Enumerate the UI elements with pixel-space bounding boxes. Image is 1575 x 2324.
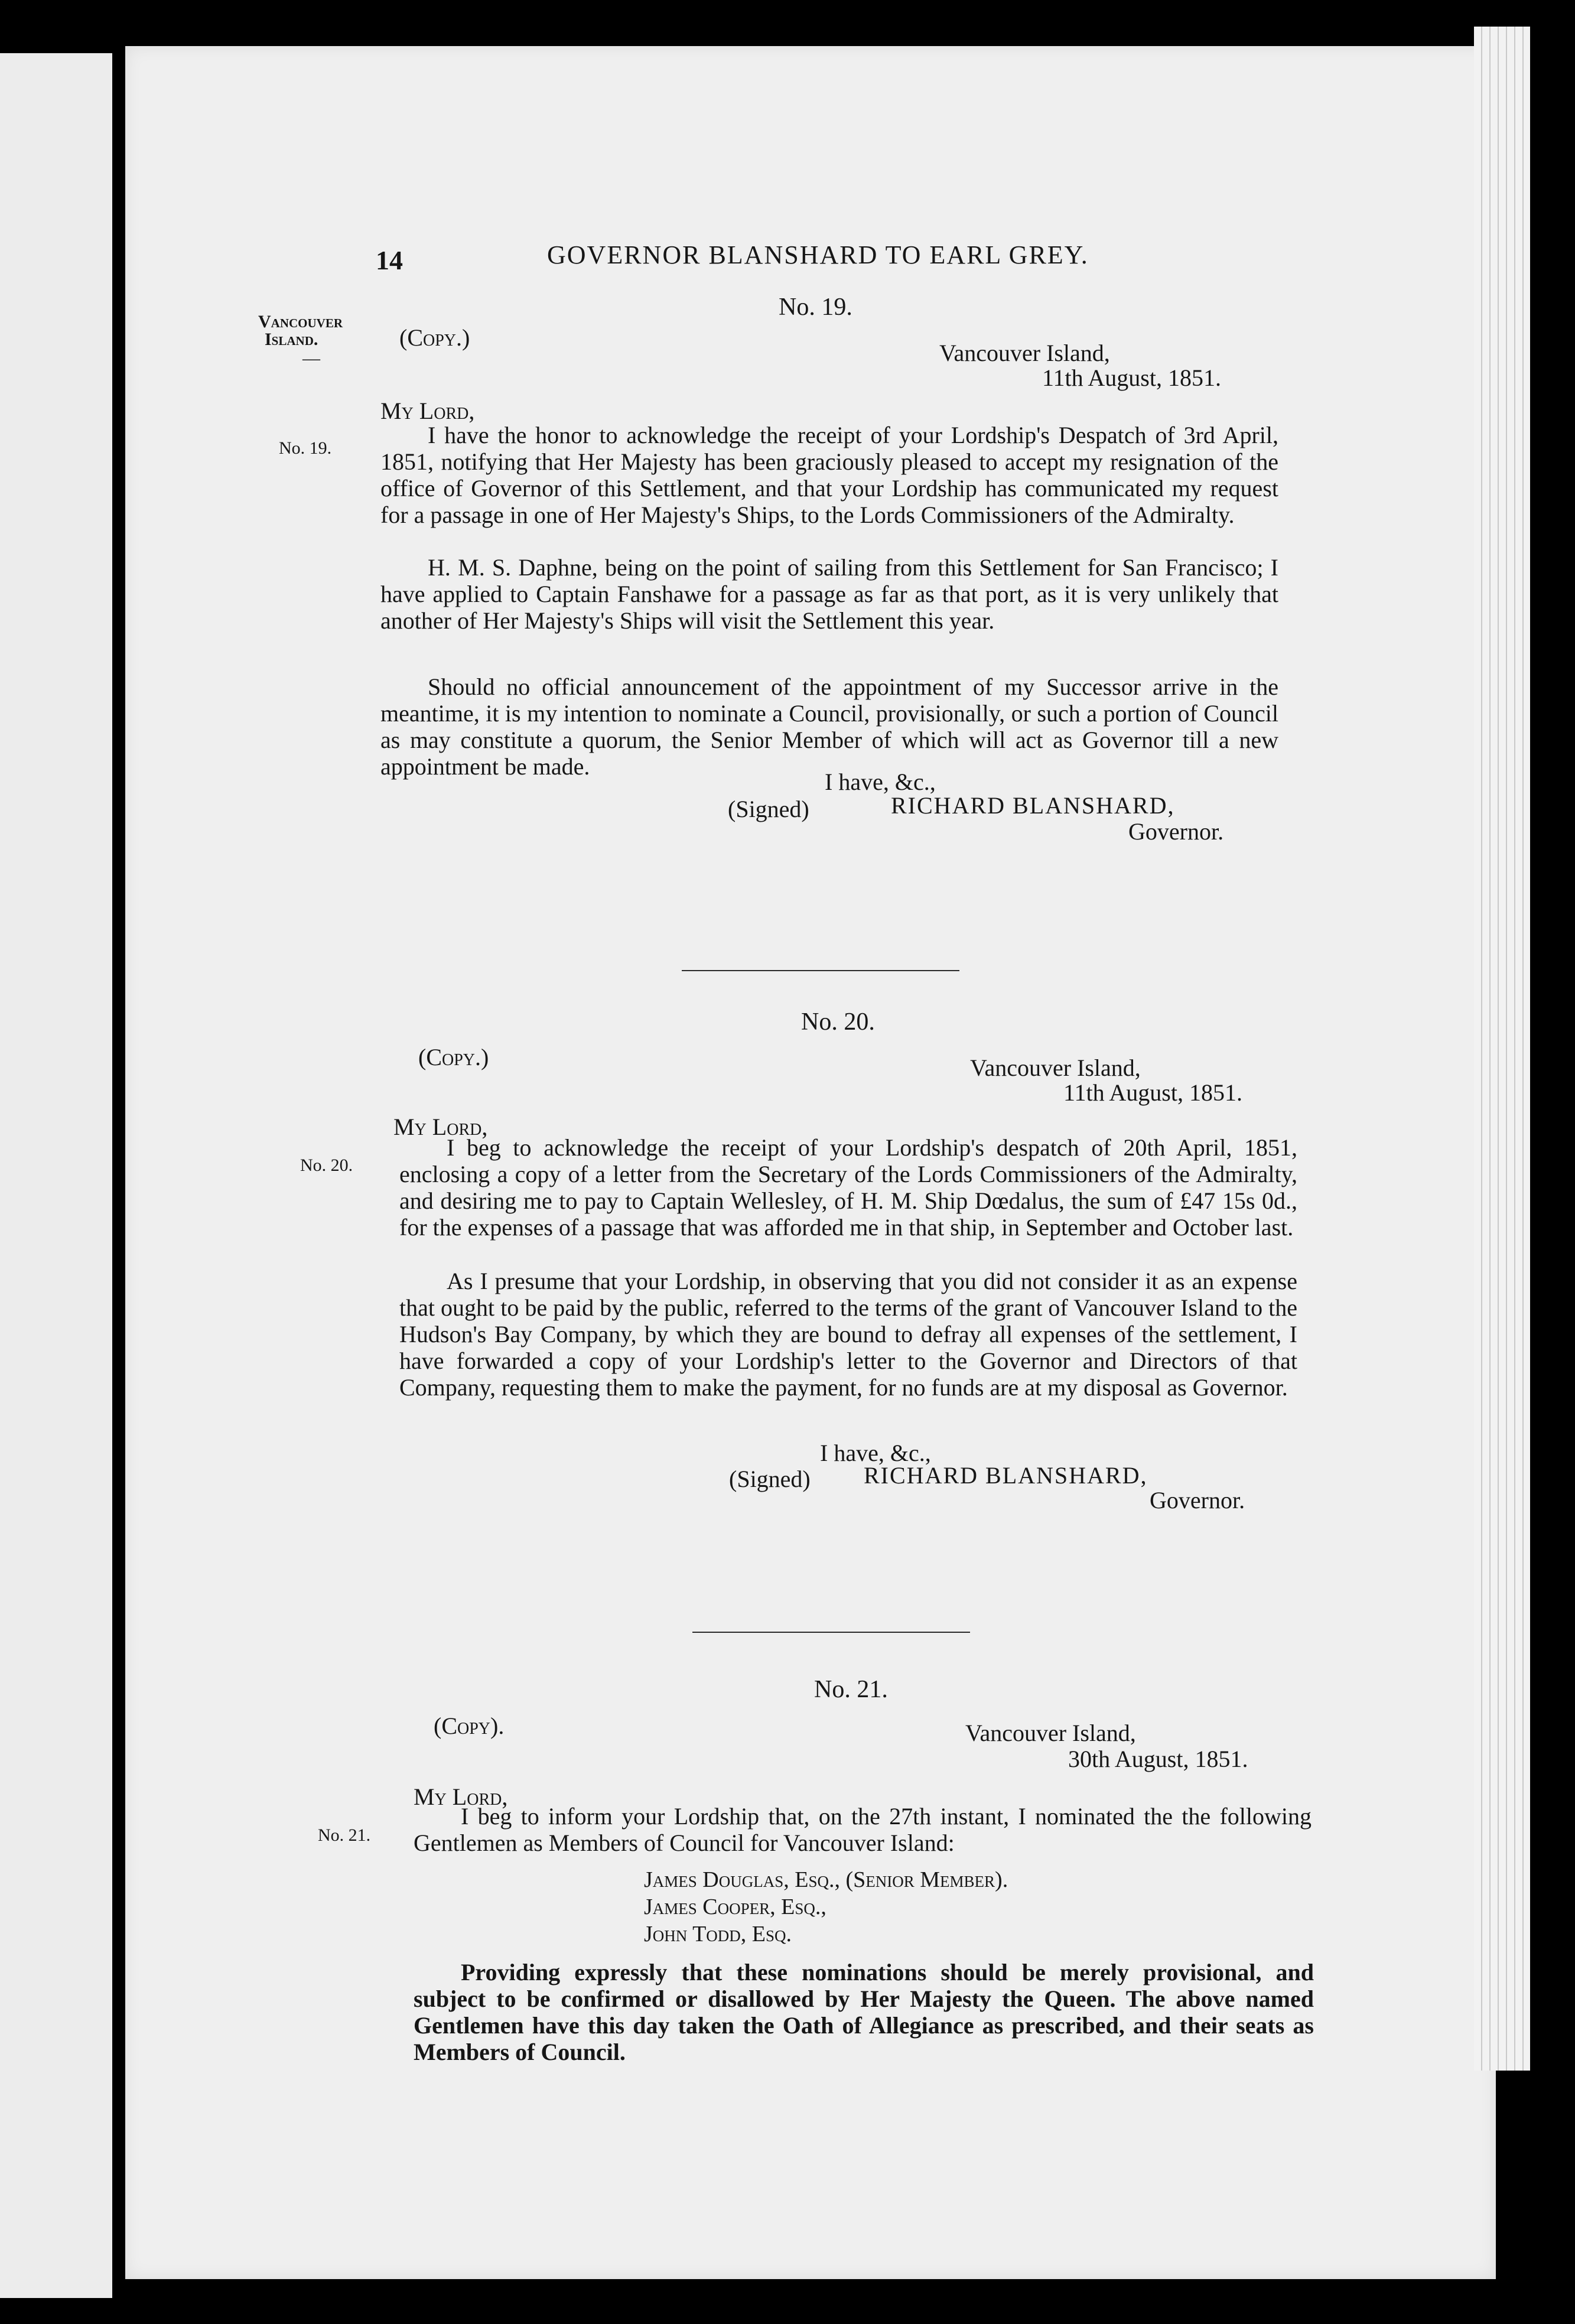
letter-20-date: 11th August, 1851. bbox=[1063, 1079, 1242, 1106]
running-head-title: GOVERNOR BLANSHARD TO EARL GREY. bbox=[547, 240, 1089, 269]
letter-20-closing: I have, &c., bbox=[820, 1440, 931, 1466]
letter-19-signatory: RICHARD BLANSHARD, bbox=[891, 792, 1175, 819]
letter-19-paragraph-3: Should no official announcement of the appointment of my Successor arrive in the meantime, it is my intention to nominate a Council, provisionally, or such a portion of Council as may constitute a quorum, the Senior Member of which will act as Governor till a new appointment be made. bbox=[380, 673, 1278, 780]
letter-19-place: Vancouver Island, bbox=[939, 340, 1110, 366]
page-stack-edges bbox=[1474, 27, 1530, 2071]
letter-21-salutation: My Lord, bbox=[414, 1783, 508, 1810]
council-member-2: James Cooper, Esq., bbox=[644, 1895, 826, 1919]
letter-20-office: Governor. bbox=[1150, 1487, 1245, 1513]
letter-20-copy-label: (Copy.) bbox=[418, 1044, 489, 1070]
letter-19-office: Governor. bbox=[1128, 818, 1224, 845]
letter-19-paragraph-1: I have the honor to acknowledge the receipt of your Lordship's Despatch of 3rd April, 1851, notifying that Her Majesty has been graciously pleased to accept my resignation of the office of Governor of this Settlement, and that your Lordship has communicated my request for a passage in one of Her Majesty's Ships, to the Lords Commissioners of the Admiralty. bbox=[380, 422, 1278, 528]
letter-21-number: No. 21. bbox=[814, 1676, 888, 1703]
letter-21-paragraph-1: I beg to inform your Lordship that, on the 27th instant, I nominated the the following Gentlemen as Members of Council for Vancouver Island: bbox=[414, 1803, 1312, 1856]
letter-20-paragraph-2: As I presume that your Lordship, in observing that you did not consider it as an expense that ought to be paid by the public, referred to the terms of the grant of Vancouver Island to the Hudson's Bay Company, by which they are bound to defray all expenses of the settlement, I have forwarded a copy of your Lordship's letter to the Governor and Directors of that Company, requesting them to make the payment, for no funds are at my disposal as Governor. bbox=[399, 1268, 1297, 1401]
letter-19-salutation: My Lord, bbox=[380, 398, 475, 424]
letter-20-margin-number: No. 20. bbox=[300, 1156, 353, 1175]
letter-19-date: 11th August, 1851. bbox=[1042, 364, 1221, 391]
letter-19-signed: (Signed) bbox=[728, 796, 809, 822]
section-divider bbox=[692, 1632, 970, 1633]
section-divider bbox=[682, 970, 959, 971]
letter-20-place: Vancouver Island, bbox=[970, 1054, 1141, 1081]
letter-20-paragraph-1: I beg to acknowledge the receipt of your Lordship's despatch of 20th April, 1851, enclosing a copy of a letter from the Secretary of the Lords Commissioners of the Admiralty, and desiring me to pay to Captain Wellesley, of H. M. Ship Dœdalus, the sum of £47 15s 0d., for the expenses of a passage that was afforded me in that ship, in September and October last. bbox=[399, 1134, 1297, 1241]
side-note-line2: Island. bbox=[265, 330, 318, 349]
letter-20-signatory: RICHARD BLANSHARD, bbox=[864, 1462, 1148, 1489]
letter-21-copy-label: (Copy). bbox=[434, 1713, 505, 1739]
letter-19-margin-number: No. 19. bbox=[279, 438, 332, 458]
letter-21-margin-number: No. 21. bbox=[318, 1825, 371, 1845]
letter-21-final-paragraph: Providing expressly that these nominations should be merely provisional, and subject to be confirmed or disallowed by Her Majesty the Queen. The above named Gentlemen have this day taken the Oath of Allegiance as prescribed, and their seats as Members of Council. bbox=[414, 1959, 1314, 2065]
council-member-1: James Douglas, Esq., (Senior Member). bbox=[644, 1867, 1008, 1892]
letter-20-number: No. 20. bbox=[801, 1008, 875, 1036]
letter-20-salutation: My Lord, bbox=[393, 1114, 488, 1140]
letter-19-paragraph-2: H. M. S. Daphne, being on the point of sailing from this Settlement for San Francisco; I have applied to Captain Fanshawe for a passage as far as that port, as it is very unlikely that another of Her Majesty's Ships will visit the Settlement this year. bbox=[380, 554, 1278, 634]
council-member-3: John Todd, Esq. bbox=[644, 1922, 792, 1947]
side-note-line1: Vancouver bbox=[258, 312, 343, 331]
side-note-dash: — bbox=[302, 349, 320, 368]
page-number: 14 bbox=[376, 245, 403, 275]
facing-page-edge bbox=[0, 53, 112, 2298]
letter-19-number: No. 19. bbox=[779, 294, 852, 321]
letter-21-place: Vancouver Island, bbox=[965, 1720, 1136, 1746]
letter-19-closing: I have, &c., bbox=[825, 769, 936, 795]
letter-20-signed: (Signed) bbox=[729, 1466, 811, 1492]
letter-21-date: 30th August, 1851. bbox=[1068, 1746, 1248, 1772]
letter-19-copy-label: (Copy.) bbox=[399, 324, 470, 351]
